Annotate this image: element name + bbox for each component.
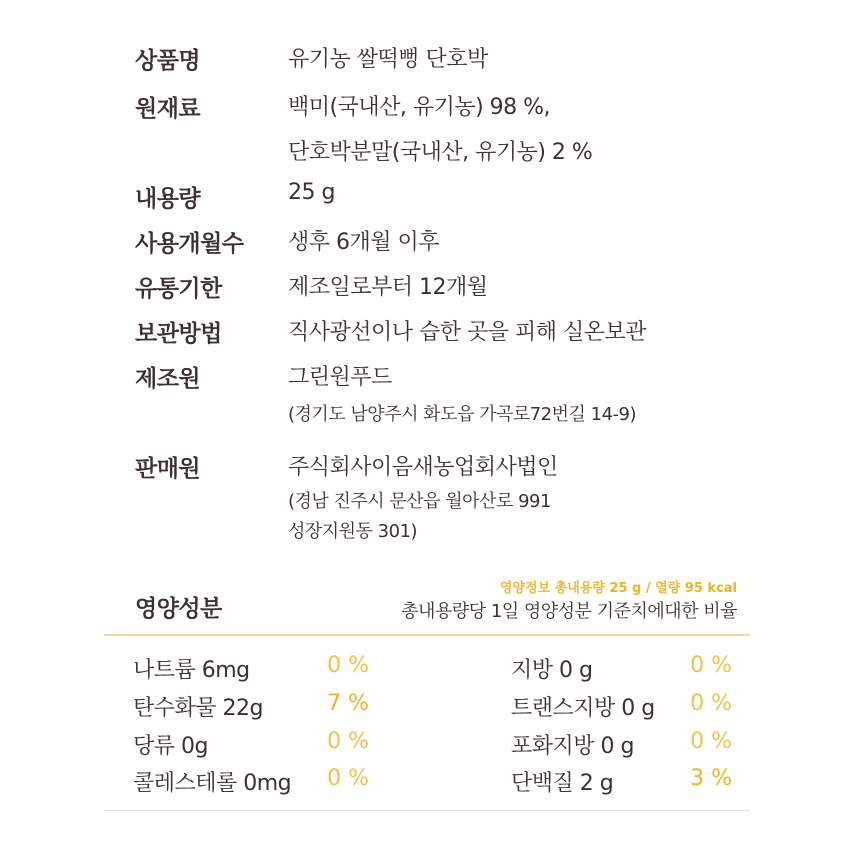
nutrient-cholesterol: 콜레스테롤 0mg (133, 771, 292, 796)
nutrition-bottom-divider (104, 810, 750, 811)
value-manufacturer: 그린원푸드 (288, 365, 392, 390)
label-net-content: 내용량 (135, 186, 201, 212)
nutrient-carbohydrate-pct: 7 % (327, 691, 369, 716)
label-storage: 보관방법 (135, 321, 222, 347)
nutrient-saturated-fat: 포화지방 0 g (511, 734, 634, 759)
nutrient-sugar: 당류 0g (133, 734, 208, 759)
nutrient-sodium-pct: 0 % (327, 653, 369, 678)
value-storage: 직사광선이나 습한 곳을 피해 실온보관 (288, 320, 647, 345)
value-ingredients-line2: 단호박분말(국내산, 유기농) 2 % (288, 140, 593, 165)
nutrient-carbohydrate: 탄수화물 22g (133, 696, 263, 721)
value-seller-address-line1: (경남 진주시 문산읍 월아산로 991 (288, 491, 551, 512)
nutrient-trans-fat-pct: 0 % (690, 691, 732, 716)
label-seller: 판매원 (135, 456, 201, 482)
value-ingredients-line1: 백미(국내산, 유기농) 98 %, (288, 95, 551, 120)
value-net-content: 25 g (288, 180, 335, 205)
nutrition-ratio-label: 총내용량당 1일 영양성분 기준치에대한 비율 (401, 601, 737, 622)
nutrient-protein-pct: 3 % (690, 766, 732, 791)
nutrition-title: 영양성분 (135, 596, 222, 622)
nutrient-saturated-fat-pct: 0 % (690, 729, 732, 754)
nutrient-protein: 단백질 2 g (511, 771, 614, 796)
value-shelf-life: 제조일로부터 12개월 (288, 275, 488, 300)
nutrient-trans-fat: 트랜스지방 0 g (511, 696, 655, 721)
label-shelf-life: 유통기한 (135, 276, 222, 302)
value-manufacturer-address: (경기도 남양주시 화도읍 가곡로72번길 14-9) (288, 404, 637, 425)
nutrient-fat-pct: 0 % (690, 653, 732, 678)
nutrient-cholesterol-pct: 0 % (327, 766, 369, 791)
value-age: 생후 6개월 이후 (288, 230, 439, 255)
nutrient-sugar-pct: 0 % (327, 729, 369, 754)
value-product-name: 유기농 쌀떡뻥 단호박 (288, 47, 488, 72)
nutrition-info: 영양정보 총내용량 25 g / 열량 95 kcal (499, 581, 737, 596)
value-seller-address-line2: 성장지원동 301) (288, 521, 418, 542)
nutrition-top-divider (104, 634, 750, 636)
label-ingredients: 원재료 (135, 96, 201, 122)
label-manufacturer: 제조원 (135, 366, 201, 392)
label-age: 사용개월수 (135, 231, 244, 257)
nutrient-sodium: 나트륨 6mg (133, 658, 250, 683)
label-product-name: 상품명 (135, 48, 201, 74)
nutrient-fat: 지방 0 g (511, 658, 593, 683)
value-seller: 주식회사이음새농업회사법인 (288, 455, 558, 480)
